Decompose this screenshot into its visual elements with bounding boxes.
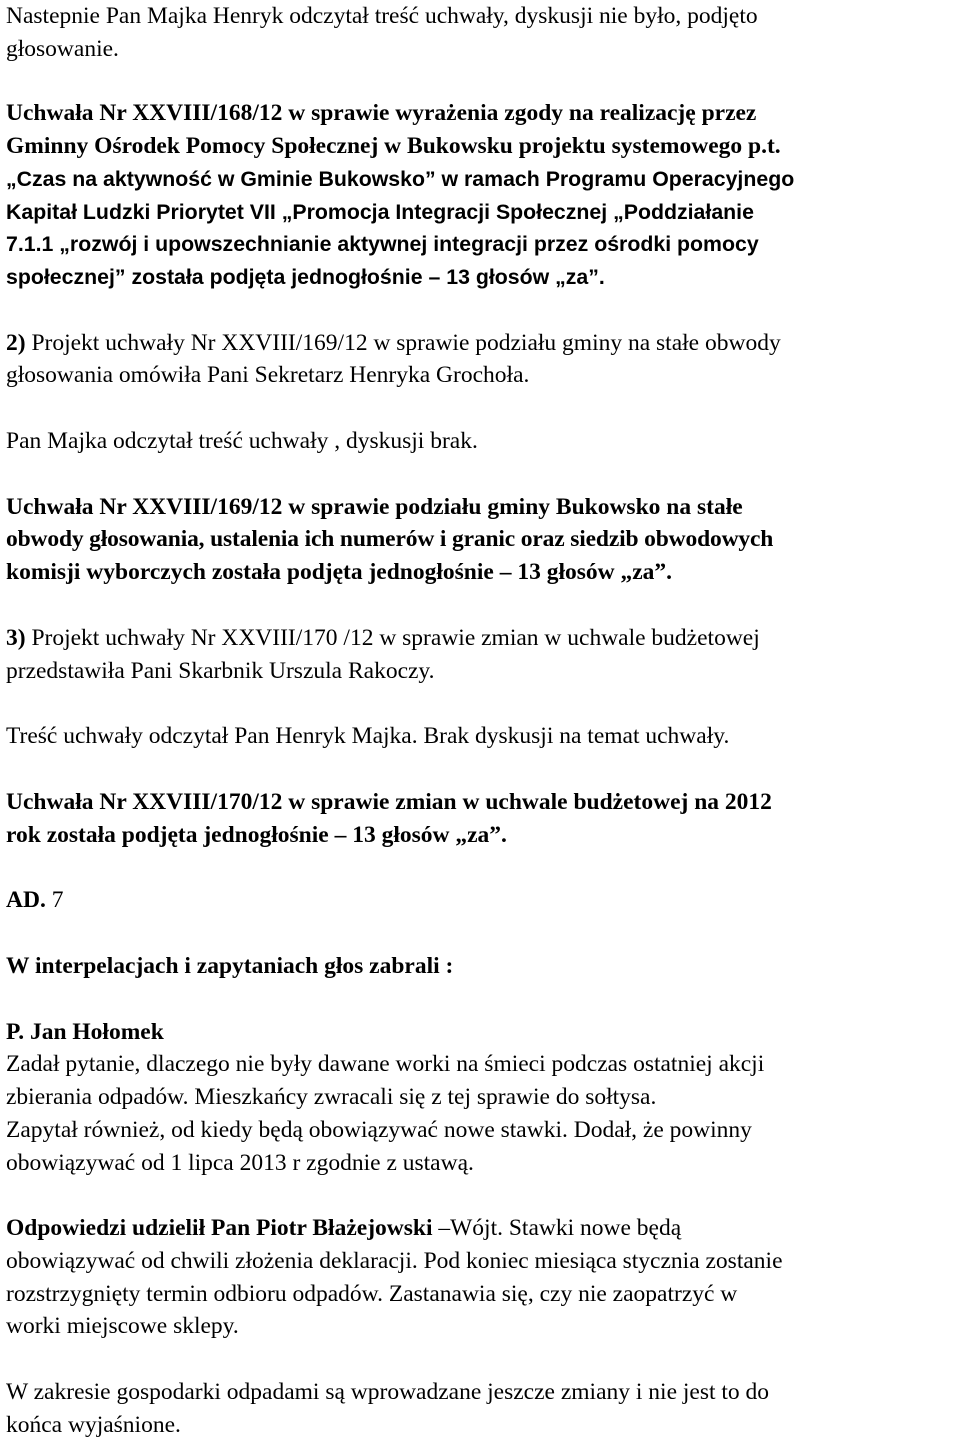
- text-line: –Wójt. Stawki nowe będą: [432, 1215, 682, 1242]
- text-line: Treść uchwały odczytał Pan Henryk Majka. Brak dyskusji na temat uchwały.: [6, 723, 730, 750]
- text-line: głosowania omówiła Pani Sekretarz Henryka Grochoła.: [6, 362, 530, 389]
- resolution-170: [6, 786, 952, 851]
- text-line: Uchwała Nr XXVIII/170/12 w sprawie zmian w uchwale budżetowej na 2012: [6, 788, 772, 815]
- text-line: Zadał pytanie, dlaczego nie były dawane worki na śmieci podczas ostatniej akcji: [6, 1051, 765, 1078]
- text-line: Kapitał Ludzki Priorytet VII „Promocja Integracji Społecznej „Poddziałanie: [6, 199, 754, 224]
- text-line: przedstawiła Pani Skarbnik Urszula Rakoczy.: [6, 657, 435, 684]
- resolution-169: [6, 491, 952, 589]
- answer-wojt: [6, 1212, 952, 1343]
- text-line: „Czas na aktywność w Gminie Bukowsko” w ramach Programu Operacyjnego: [6, 166, 795, 191]
- text-line: obowiązywać od chwili złożenia deklaracji. Pod koniec miesiąca stycznia zostanie: [6, 1247, 783, 1274]
- speaker-holomek: [6, 1016, 952, 1180]
- resolution-168: [6, 97, 952, 293]
- text-line: Pan Majka odczytał treść uchwały , dyskusji brak.: [6, 428, 478, 455]
- text-line: obowiązywać od 1 lipca 2013 r zgodnie z ustawą.: [6, 1149, 474, 1176]
- item-number: 3): [6, 624, 26, 651]
- paragraph-reading-brak: [6, 425, 952, 458]
- item-number: 2): [6, 329, 26, 356]
- text-line: głosowanie.: [6, 35, 119, 62]
- text-line: Nastepnie Pan Majka Henryk odczytał treść uchwały, dyskusji nie było, podjęto: [6, 3, 758, 29]
- text-line: Projekt uchwały Nr XXVIII/170 /12 w sprawie zmian w uchwale budżetowej: [25, 624, 760, 651]
- interpellations-heading: [6, 950, 952, 983]
- text-line: obwody głosowania, ustalenia ich numerów i granic oraz siedzib obwodowych: [6, 526, 774, 553]
- text-line: rok została podjęta jednogłośnie – 13 głosów „za”.: [6, 821, 507, 848]
- text-line: worki miejscowe sklepy.: [6, 1313, 239, 1340]
- paragraph-waste-management: [6, 1376, 952, 1441]
- text-line: rozstrzygnięty termin odbioru odpadów. Zastanawia się, czy nie zaopatrzyć w: [6, 1280, 738, 1307]
- item-2-project: [6, 327, 952, 392]
- text-line: społecznej” została podjęta jednogłośnie – 13 głosów „za”.: [6, 264, 605, 289]
- speaker-name: P. Jan Hołomek: [6, 1018, 164, 1045]
- paragraph-reading-majka: [6, 720, 952, 753]
- text-line: końca wyjaśnione.: [6, 1411, 181, 1438]
- text-line: zbierania odpadów. Mieszkańcy zwracali się z tej sprawie do sołtysa.: [6, 1084, 657, 1111]
- text-line: Zapytał również, od kiedy będą obowiązywać nowe stawki. Dodał, że powinny: [6, 1116, 752, 1143]
- text-line: Uchwała Nr XXVIII/169/12 w sprawie podziału gminy Bukowsko na stałe: [6, 493, 743, 520]
- agenda-label: AD.: [6, 887, 46, 914]
- section-heading: W interpelacjach i zapytaniach głos zabrali :: [6, 953, 454, 980]
- agenda-number: 7: [45, 887, 64, 914]
- text-line: Uchwała Nr XXVIII/168/12 w sprawie wyrażenia zgody na realizację przez: [6, 100, 757, 127]
- text-line: Projekt uchwały Nr XXVIII/169/12 w sprawie podziału gminy na stałe obwody: [25, 329, 781, 356]
- speaker-name: Odpowiedzi udzielił Pan Piotr Błażejowski: [6, 1215, 433, 1242]
- item-3-project: [6, 622, 952, 687]
- text-line: komisji wyborczych została podjęta jednogłośnie – 13 głosów „za”.: [6, 559, 673, 586]
- paragraph-reading-info: [6, 0, 952, 65]
- text-line: W zakresie gospodarki odpadami są wprowadzane jeszcze zmiany i nie jest to do: [6, 1379, 770, 1406]
- text-line: 7.1.1 „rozwój i upowszechnianie aktywnej integracji przez ośrodki pomocy: [6, 232, 759, 257]
- text-line: Gminny Ośrodek Pomocy Społecznej w Bukowsku projektu systemowego p.t.: [6, 133, 781, 160]
- agenda-item-ad7: [6, 884, 952, 917]
